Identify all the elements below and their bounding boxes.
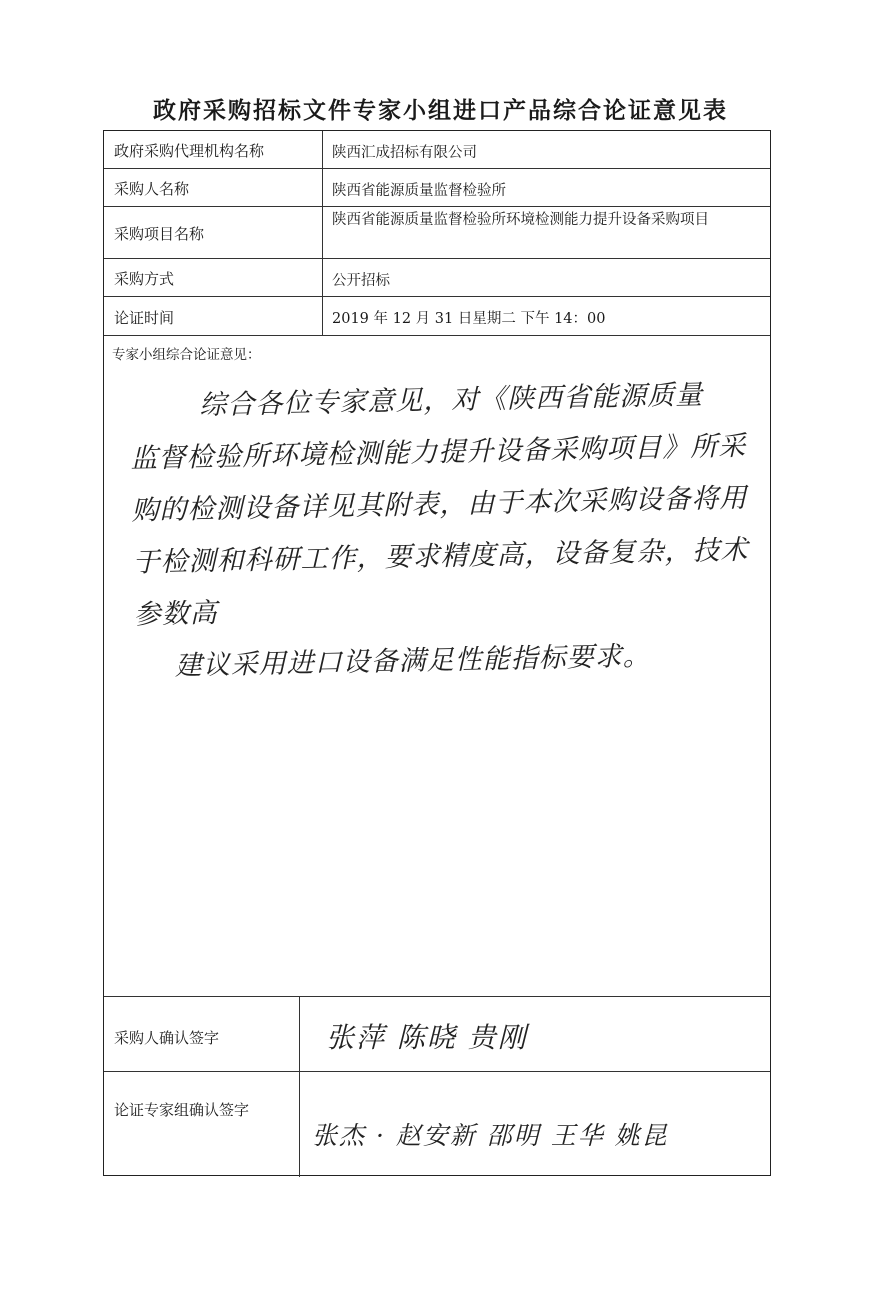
column-divider — [299, 996, 300, 1177]
opinion-form-table — [103, 130, 771, 1176]
time-label: 论证时间 — [114, 309, 175, 327]
form-title: 政府采购招标文件专家小组进口产品综合论证意见表 — [153, 97, 728, 124]
time-value: 2019 年 12 月 31 日星期二 下午 14：00 — [332, 311, 606, 327]
purchaser-signatures: 张萍 陈晓 贵刚 — [326, 1021, 528, 1054]
purchaser-value: 陕西省能源质量监督检验所 — [332, 183, 506, 199]
method-value: 公开招标 — [332, 273, 390, 289]
expert-signatures: 张杰 · 赵安新 邵明 王华 姚昆 — [312, 1121, 669, 1150]
row-divider — [104, 168, 770, 169]
opinion-line: 于检测和科研工作，要求精度高，设备复杂，技术参数高 — [132, 534, 749, 631]
method-label: 采购方式 — [114, 270, 175, 288]
row-divider — [104, 996, 770, 997]
opinion-line: 建议采用进口设备满足性能指标要求。 — [174, 640, 651, 682]
opinion-label: 专家小组综合论证意见： — [112, 347, 261, 363]
row-divider — [104, 296, 770, 297]
expert-signature-label: 论证专家组确认签字 — [114, 1101, 250, 1119]
opinion-line: 购的检测设备详见其附表，由于本次采购设备将用 — [131, 482, 748, 527]
row-divider — [104, 206, 770, 207]
handwritten-opinion — [129, 368, 765, 693]
row-divider — [104, 335, 770, 336]
opinion-line: 监督检验所环境检测能力提升设备采购项目》所采 — [130, 430, 747, 475]
project-value: 陕西省能源质量监督检验所环境检测能力提升设备采购项目 — [332, 212, 709, 228]
row-divider — [104, 258, 770, 259]
agency-value: 陕西汇成招标有限公司 — [332, 145, 477, 161]
opinion-line: 综合各位专家意见，对《陕西省能源质量 — [198, 379, 704, 422]
agency-label: 政府采购代理机构名称 — [114, 142, 265, 160]
row-divider — [104, 1071, 770, 1072]
project-label: 采购项目名称 — [114, 225, 205, 243]
purchaser-label: 采购人名称 — [114, 180, 190, 198]
purchaser-signature-label: 采购人确认签字 — [114, 1029, 220, 1047]
column-divider — [322, 131, 323, 335]
